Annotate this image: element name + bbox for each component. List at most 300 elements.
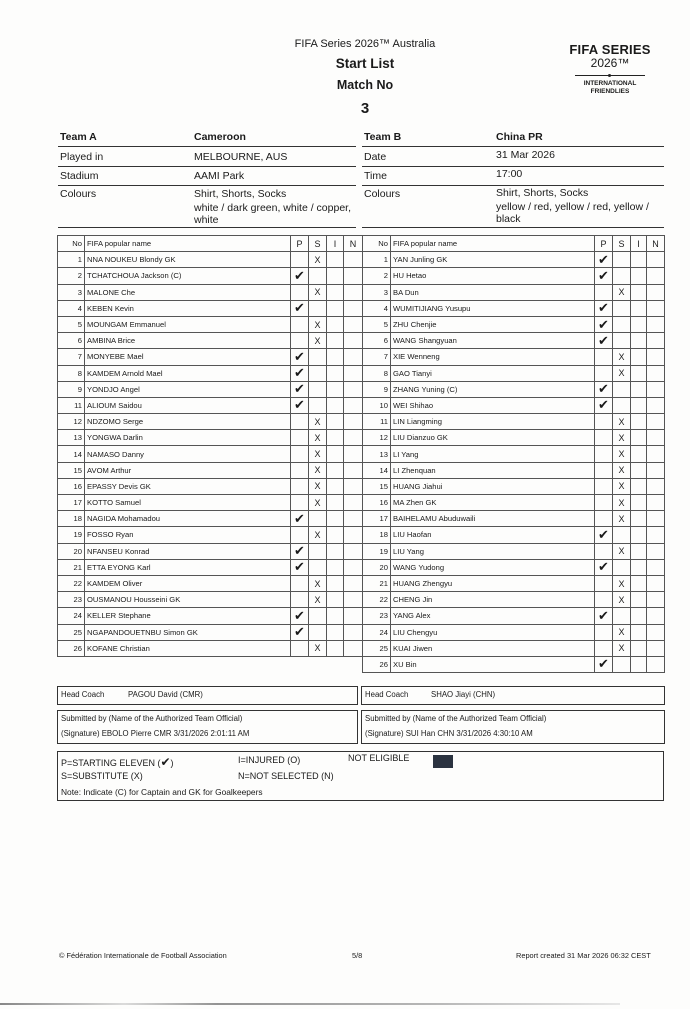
legend-starting-text: P=STARTING ELEVEN ( — [61, 758, 161, 768]
status-injured-cell — [327, 575, 344, 591]
colours-a-items: Shirt, Shorts, Socks — [194, 188, 287, 200]
player-number: 1 — [58, 252, 85, 268]
status-not-selected-cell — [344, 349, 363, 365]
status-substitute-cell — [613, 300, 631, 316]
player-number: 22 — [363, 592, 391, 608]
status-injured-cell — [327, 624, 344, 640]
status-starting-cell — [595, 478, 613, 494]
status-substitute-cell — [613, 430, 631, 446]
status-not-selected-cell — [647, 268, 665, 284]
footer-copyright: © Fédération Internationale de Football Association — [59, 951, 227, 960]
info-row-time — [362, 167, 664, 186]
status-not-selected-cell — [344, 511, 363, 527]
status-starting-cell — [595, 446, 613, 462]
player-name: WANG Yudong — [391, 559, 595, 575]
player-number: 16 — [58, 478, 85, 494]
player-number: 25 — [363, 640, 391, 656]
status-substitute-cell — [309, 268, 327, 284]
status-substitute-cell — [613, 478, 631, 494]
substitute-x-mark: X — [314, 335, 321, 346]
player-number: 9 — [58, 381, 85, 397]
player-row — [58, 543, 363, 559]
status-injured-cell — [631, 268, 647, 284]
col-header-n: N — [344, 236, 363, 252]
player-number: 23 — [58, 592, 85, 608]
status-starting-cell — [595, 511, 613, 527]
substitute-x-mark: X — [314, 432, 321, 443]
player-number: 24 — [58, 608, 85, 624]
status-not-selected-cell — [647, 381, 665, 397]
player-row — [363, 446, 665, 462]
checkmark-icon: ✔ — [598, 526, 609, 542]
player-number: 18 — [58, 511, 85, 527]
player-row — [363, 462, 665, 478]
player-number: 3 — [363, 284, 391, 300]
player-number: 3 — [58, 284, 85, 300]
match-no-label: Match No — [336, 78, 394, 92]
player-number: 5 — [363, 316, 391, 332]
info-row-played-in — [58, 147, 356, 167]
player-name: LI Yang — [391, 446, 595, 462]
status-injured-cell — [631, 543, 647, 559]
status-starting-cell — [291, 478, 309, 494]
player-name: ETTA EYONG Karl — [85, 559, 291, 575]
status-injured-cell — [327, 349, 344, 365]
submitted-by-label: Submitted by (Name of the Authorized Team Official) — [61, 714, 243, 723]
player-row — [58, 511, 363, 527]
time-label: Time — [364, 170, 387, 182]
status-not-selected-cell — [344, 252, 363, 268]
status-substitute-cell — [613, 543, 631, 559]
status-substitute-cell — [309, 559, 327, 575]
player-number: 6 — [58, 333, 85, 349]
date-value: 31 Mar 2026 — [496, 149, 555, 161]
substitute-x-mark: X — [618, 643, 625, 654]
player-number: 22 — [58, 575, 85, 591]
status-injured-cell — [631, 430, 647, 446]
player-name: NAMASO Danny — [85, 446, 291, 462]
status-not-selected-cell — [647, 592, 665, 608]
player-number: 24 — [363, 624, 391, 640]
status-not-selected-cell — [344, 430, 363, 446]
player-name: MALONE Che — [85, 284, 291, 300]
checkmark-icon: ✔ — [598, 251, 609, 267]
player-name: ALIOUM Saidou — [85, 397, 291, 413]
status-injured-cell — [631, 446, 647, 462]
status-injured-cell — [327, 365, 344, 381]
checkmark-icon: ✔ — [294, 365, 305, 381]
player-name: AMBINA Brice — [85, 333, 291, 349]
head-coach-name: PAGOU David (CMR) — [128, 690, 203, 699]
status-starting-cell — [291, 365, 309, 381]
status-injured-cell — [631, 640, 647, 656]
player-row — [58, 365, 363, 381]
player-name: KAMDEM Oliver — [85, 575, 291, 591]
status-starting-cell — [595, 252, 613, 268]
status-starting-cell — [595, 608, 613, 624]
legend-substitute: S=SUBSTITUTE (X) — [61, 771, 143, 781]
player-row — [58, 575, 363, 591]
substitute-x-mark: X — [618, 351, 625, 362]
player-number: 19 — [58, 527, 85, 543]
player-number: 21 — [58, 559, 85, 575]
player-number: 19 — [363, 543, 391, 559]
player-row — [363, 543, 665, 559]
player-number: 26 — [58, 640, 85, 656]
status-not-selected-cell — [344, 559, 363, 575]
player-number: 9 — [363, 381, 391, 397]
player-row — [363, 284, 665, 300]
checkmark-icon: ✔ — [294, 381, 305, 397]
series-title: FIFA Series 2026™ Australia — [294, 38, 436, 50]
status-not-selected-cell — [647, 446, 665, 462]
status-starting-cell — [291, 511, 309, 527]
player-row — [58, 381, 363, 397]
player-number: 15 — [58, 462, 85, 478]
status-substitute-cell — [309, 575, 327, 591]
status-not-selected-cell — [344, 575, 363, 591]
player-name: AVOM Arthur — [85, 462, 291, 478]
status-substitute-cell — [613, 397, 631, 413]
status-not-selected-cell — [647, 495, 665, 511]
status-substitute-cell — [613, 381, 631, 397]
col-header-no: No — [363, 236, 391, 252]
status-substitute-cell — [309, 478, 327, 494]
logo-divider — [575, 75, 645, 76]
legend-note: Note: Indicate (C) for Captain and GK for Goalkeepers — [61, 787, 263, 797]
status-not-selected-cell — [647, 349, 665, 365]
player-name: TCHATCHOUA Jackson (C) — [85, 268, 291, 284]
substitute-x-mark: X — [314, 578, 321, 589]
checkmark-icon: ✔ — [294, 300, 305, 316]
status-substitute-cell — [309, 284, 327, 300]
player-name: NDZOMO Serge — [85, 414, 291, 430]
status-injured-cell — [327, 446, 344, 462]
legend-starting — [61, 755, 174, 769]
substitute-x-mark: X — [618, 497, 625, 508]
status-substitute-cell — [613, 575, 631, 591]
status-not-selected-cell — [647, 252, 665, 268]
checkmark-icon: ✔ — [598, 316, 609, 332]
status-injured-cell — [631, 656, 647, 672]
substitute-x-mark: X — [314, 254, 321, 265]
status-injured-cell — [631, 365, 647, 381]
substitute-x-mark: X — [618, 287, 625, 298]
substitute-x-mark: X — [314, 465, 321, 476]
status-starting-cell — [291, 495, 309, 511]
status-starting-cell — [595, 592, 613, 608]
checkmark-icon: ✔ — [598, 300, 609, 316]
status-not-selected-cell — [647, 333, 665, 349]
info-row-colours-b — [362, 186, 664, 228]
stadium-value: AAMI Park — [194, 170, 245, 182]
substitute-x-mark: X — [314, 529, 321, 540]
status-substitute-cell — [613, 656, 631, 672]
status-injured-cell — [631, 316, 647, 332]
checkmark-icon: ✔ — [598, 332, 609, 348]
col-header-name: FIFA popular name — [85, 236, 291, 252]
player-name: CHENG Jin — [391, 592, 595, 608]
status-injured-cell — [327, 543, 344, 559]
status-starting-cell — [291, 316, 309, 332]
status-not-selected-cell — [344, 365, 363, 381]
player-name: MONYEBE Mael — [85, 349, 291, 365]
substitute-x-mark: X — [314, 481, 321, 492]
footer-page-number: 5/8 — [352, 951, 363, 960]
status-injured-cell — [631, 511, 647, 527]
player-number: 1 — [363, 252, 391, 268]
player-number: 4 — [58, 300, 85, 316]
substitute-x-mark: X — [314, 497, 321, 508]
status-starting-cell — [291, 592, 309, 608]
stadium-label: Stadium — [60, 170, 99, 182]
status-not-selected-cell — [647, 414, 665, 430]
status-starting-cell — [291, 300, 309, 316]
status-starting-cell — [595, 349, 613, 365]
player-name: ZHANG Yuning (C) — [391, 381, 595, 397]
checkmark-icon: ✔ — [160, 755, 171, 769]
status-starting-cell — [291, 527, 309, 543]
team-b-name: China PR — [496, 131, 543, 143]
status-starting-cell — [291, 446, 309, 462]
status-not-selected-cell — [647, 575, 665, 591]
substitute-x-mark: X — [618, 416, 625, 427]
status-substitute-cell — [613, 462, 631, 478]
status-injured-cell — [631, 527, 647, 543]
player-row — [58, 462, 363, 478]
status-starting-cell — [291, 284, 309, 300]
player-row — [363, 495, 665, 511]
status-injured-cell — [631, 624, 647, 640]
info-row-team-a — [58, 128, 356, 147]
status-injured-cell — [327, 300, 344, 316]
status-not-selected-cell — [344, 381, 363, 397]
status-injured-cell — [631, 333, 647, 349]
status-not-selected-cell — [344, 414, 363, 430]
status-not-selected-cell — [344, 608, 363, 624]
status-starting-cell — [595, 284, 613, 300]
player-name: YANG Alex — [391, 608, 595, 624]
player-row — [58, 349, 363, 365]
player-row — [363, 397, 665, 413]
status-injured-cell — [327, 252, 344, 268]
status-substitute-cell — [309, 397, 327, 413]
substitute-x-mark: X — [618, 368, 625, 379]
status-injured-cell — [631, 592, 647, 608]
scan-edge-line — [0, 1003, 620, 1005]
checkmark-icon: ✔ — [294, 624, 305, 640]
status-starting-cell — [291, 559, 309, 575]
status-injured-cell — [631, 575, 647, 591]
player-row — [58, 316, 363, 332]
player-number: 2 — [363, 268, 391, 284]
player-name: KAMDEM Arnold Mael — [85, 365, 291, 381]
status-substitute-cell — [613, 592, 631, 608]
status-injured-cell — [327, 430, 344, 446]
status-substitute-cell — [613, 333, 631, 349]
player-row — [363, 527, 665, 543]
player-row — [58, 624, 363, 640]
player-row — [58, 559, 363, 575]
status-starting-cell — [291, 430, 309, 446]
colours-b-line1: yellow / red, yellow / red, yellow / — [496, 201, 649, 213]
col-header-no: No — [58, 236, 85, 252]
logo-line4: FRIENDLIES — [590, 88, 630, 95]
player-name: EPASSY Devis GK — [85, 478, 291, 494]
player-row — [363, 624, 665, 640]
substitute-x-mark: X — [314, 643, 321, 654]
player-name: BA Dun — [391, 284, 595, 300]
legend-starting-end: ) — [170, 758, 174, 768]
played-in-value: MELBOURNE, AUS — [194, 151, 288, 163]
status-starting-cell — [595, 656, 613, 672]
status-starting-cell — [595, 543, 613, 559]
status-not-selected-cell — [647, 640, 665, 656]
player-name: KOFANE Christian — [85, 640, 291, 656]
status-substitute-cell — [309, 511, 327, 527]
status-not-selected-cell — [647, 543, 665, 559]
footer-report-created: Report created 31 Mar 2026 06:32 CEST — [516, 951, 651, 960]
status-starting-cell — [291, 640, 309, 656]
status-injured-cell — [631, 397, 647, 413]
status-substitute-cell — [613, 640, 631, 656]
player-number: 21 — [363, 575, 391, 591]
fifa-series-logo — [560, 42, 660, 96]
status-starting-cell — [595, 365, 613, 381]
player-row — [58, 640, 363, 656]
player-row — [363, 381, 665, 397]
status-substitute-cell — [309, 624, 327, 640]
checkmark-icon: ✔ — [294, 510, 305, 526]
status-starting-cell — [291, 268, 309, 284]
status-not-selected-cell — [344, 592, 363, 608]
player-name: XIE Wenneng — [391, 349, 595, 365]
status-injured-cell — [327, 268, 344, 284]
player-number: 18 — [363, 527, 391, 543]
legend-injured: I=INJURED (O) — [238, 755, 301, 765]
status-starting-cell — [291, 462, 309, 478]
player-row — [58, 333, 363, 349]
team-a-head-coach — [57, 686, 358, 705]
player-number: 15 — [363, 478, 391, 494]
status-not-selected-cell — [647, 430, 665, 446]
player-row — [58, 430, 363, 446]
team-a-start-list — [57, 235, 363, 657]
status-injured-cell — [631, 252, 647, 268]
col-header-n: N — [647, 236, 665, 252]
status-not-selected-cell — [647, 656, 665, 672]
player-row — [363, 300, 665, 316]
player-number: 13 — [58, 430, 85, 446]
status-not-selected-cell — [344, 478, 363, 494]
status-starting-cell — [291, 252, 309, 268]
substitute-x-mark: X — [618, 578, 625, 589]
checkmark-icon: ✔ — [294, 397, 305, 413]
head-coach-name: SHAO Jiayi (CHN) — [431, 690, 496, 699]
player-row — [58, 527, 363, 543]
status-substitute-cell — [309, 333, 327, 349]
team-a-label: Team A — [60, 131, 97, 143]
status-injured-cell — [327, 462, 344, 478]
status-substitute-cell — [309, 640, 327, 656]
head-coach-label: Head Coach — [61, 690, 105, 699]
status-injured-cell — [631, 284, 647, 300]
player-number: 6 — [363, 333, 391, 349]
status-not-selected-cell — [344, 268, 363, 284]
player-number: 26 — [363, 656, 391, 672]
player-number: 8 — [58, 365, 85, 381]
status-not-selected-cell — [647, 559, 665, 575]
status-starting-cell — [595, 316, 613, 332]
player-number: 4 — [363, 300, 391, 316]
player-name: LIU Dianzuo GK — [391, 430, 595, 446]
player-name: HUANG Zhengyu — [391, 575, 595, 591]
status-starting-cell — [595, 462, 613, 478]
player-number: 10 — [363, 397, 391, 413]
substitute-x-mark: X — [618, 546, 625, 557]
legend-not-eligible: NOT ELIGIBLE — [348, 753, 410, 763]
substitute-x-mark: X — [314, 287, 321, 298]
player-name: LI Zhenquan — [391, 462, 595, 478]
status-substitute-cell — [309, 592, 327, 608]
player-name: LIN Liangming — [391, 414, 595, 430]
page-title: Start List — [335, 56, 395, 71]
team-b-label: Team B — [364, 131, 402, 143]
checkmark-icon: ✔ — [294, 607, 305, 623]
substitute-x-mark: X — [314, 319, 321, 330]
status-substitute-cell — [309, 608, 327, 624]
team-b-start-list — [362, 235, 665, 673]
status-injured-cell — [327, 397, 344, 413]
status-starting-cell — [595, 527, 613, 543]
date-label: Date — [364, 151, 387, 163]
status-starting-cell — [291, 543, 309, 559]
player-name: NNA NOUKEU Blondy GK — [85, 252, 291, 268]
status-starting-cell — [291, 397, 309, 413]
status-starting-cell — [291, 624, 309, 640]
status-substitute-cell — [309, 462, 327, 478]
checkmark-icon: ✔ — [294, 543, 305, 559]
status-not-selected-cell — [647, 397, 665, 413]
player-name: ZHU Chenjie — [391, 316, 595, 332]
player-row — [363, 414, 665, 430]
player-name: YONDJO Angel — [85, 381, 291, 397]
checkmark-icon: ✔ — [598, 559, 609, 575]
player-row — [363, 430, 665, 446]
checkmark-icon: ✔ — [294, 559, 305, 575]
status-substitute-cell — [309, 316, 327, 332]
col-header-s: S — [613, 236, 631, 252]
player-name: LIU Yang — [391, 543, 595, 559]
player-name: KELLER Stephane — [85, 608, 291, 624]
substitute-x-mark: X — [618, 465, 625, 476]
status-injured-cell — [327, 478, 344, 494]
status-injured-cell — [631, 349, 647, 365]
player-number: 7 — [58, 349, 85, 365]
status-injured-cell — [327, 640, 344, 656]
info-row-stadium — [58, 167, 356, 186]
status-substitute-cell — [613, 446, 631, 462]
logo-line2: 2026™ — [590, 56, 630, 70]
substitute-x-mark: X — [618, 513, 625, 524]
status-not-selected-cell — [344, 543, 363, 559]
player-row — [363, 252, 665, 268]
status-substitute-cell — [613, 495, 631, 511]
played-in-label: Played in — [60, 151, 104, 163]
team-a-name: Cameroon — [194, 131, 246, 143]
status-injured-cell — [631, 381, 647, 397]
substitute-x-mark: X — [618, 594, 625, 605]
